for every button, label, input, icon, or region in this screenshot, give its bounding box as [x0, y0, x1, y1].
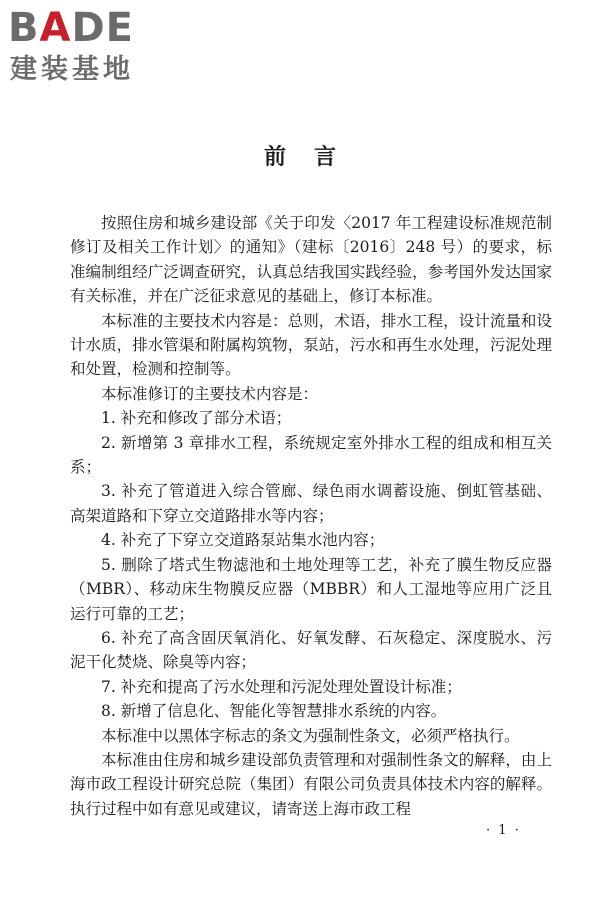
logo-subtitle: 建装基地 — [10, 54, 134, 85]
preface-paragraph-main-content: 本标准的主要技术内容是：总则，术语，排水工程，设计流量和设计水质，排水管渠和附属构筑物，泵站，污水和再生水处理，污泥处理和处置，检测和控制等。 — [70, 311, 552, 379]
revision-item-5: 5. 删除了塔式生物滤池和土地处理等工艺，补充了膜生物反应器（MBR）、移动床生物膜反应器（MBBR）和人工湿地等应用广泛且运行可靠的工艺； — [70, 555, 552, 623]
preface-paragraph-management: 本标准由住房和城乡建设部负责管理和对强制性条文的解释，由上海市政工程设计研究总院（集团）有限公司负责具体技术内容的解释。执行过程中如有意见或建议，请寄送上海市政工程 — [70, 750, 552, 818]
revision-item-3: 3. 补充了管道进入综合管廊、绿色雨水调蓄设施、倒虹管基础、高架道路和下穿立交道路排水等内容； — [70, 482, 552, 525]
revision-item-7: 7. 补充和提高了污水处理和污泥处理处置设计标准； — [101, 677, 462, 696]
bade-logo — [8, 6, 178, 86]
preface-paragraph-mandatory: 本标准中以黑体字标志的条文为强制性条文，必须严格执行。 — [101, 726, 520, 745]
revision-item-8: 8. 新增了信息化、智能化等智慧排水系统的内容。 — [101, 702, 447, 721]
preface-paragraph-intro: 按照住房和城乡建设部《关于印发〈2017 年工程建设标准规范制修订及相关工作计划〉的通知》（建标〔2016〕248 号）的要求，标准编制组经广泛调查研究，认真总结我国实践经验，参考国外发达国家有关标准，并在广泛征求意见的基础上，修订本标准。 — [70, 214, 552, 306]
revision-item-6: 6. 补充了高含固厌氧消化、好氧发酵、石灰稳定、深度脱水、污泥干化焚烧、除臭等内容； — [70, 628, 552, 672]
page-number: · 1 · — [486, 823, 521, 838]
page-title: 前言 — [263, 145, 364, 170]
logo-wordmark: BADE — [8, 5, 134, 51]
revision-item-1: 1. 补充和修改了部分术语； — [101, 409, 292, 428]
preface-body — [70, 211, 552, 821]
preface-paragraph-revision-lead: 本标准修订的主要技术内容是： — [101, 384, 319, 403]
revision-item-4: 4. 补充了下穿立交道路泵站集水池内容； — [101, 531, 385, 550]
revision-item-2: 2. 新增第 3 章排水工程，系统规定室外排水工程的组成和相互关系； — [70, 433, 552, 477]
